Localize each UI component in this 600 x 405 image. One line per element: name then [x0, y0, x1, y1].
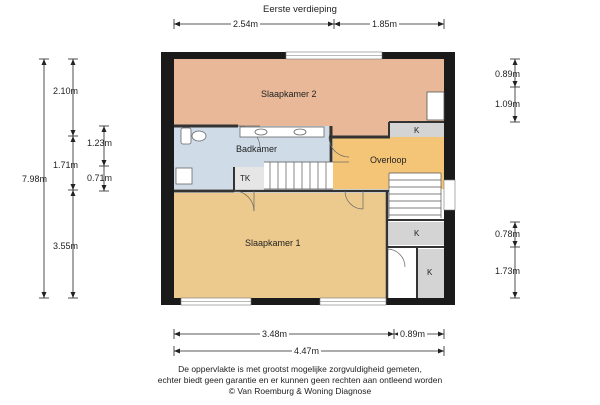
- footer-line-1: De oppervlakte is met grootst mogelijke zorgvuldigheid gemeten,: [178, 364, 422, 374]
- dim-left-total: 7.98m: [22, 174, 48, 184]
- room-label-slaapkamer2: Slaapkamer 2: [261, 89, 317, 99]
- footer-line-3: © Van Roemburg & Woning Diagnose: [228, 386, 372, 396]
- dim-top-left: 2.54m: [233, 19, 259, 29]
- stairs-area: [264, 162, 333, 193]
- storage-label-k3: K: [427, 268, 433, 277]
- room-label-badkamer: Badkamer: [236, 144, 278, 154]
- room-label-slaapkamer1: Slaapkamer 1: [245, 238, 301, 248]
- dim-right-b: 1.09m: [495, 99, 521, 109]
- dim-bottom-total: 4.47m: [294, 346, 320, 356]
- dim-right-c: 0.78m: [495, 229, 521, 239]
- floor-title: Eerste verdieping: [263, 4, 337, 15]
- window-right: [444, 180, 455, 210]
- dim-right-a: 0.89m: [495, 69, 521, 79]
- dim-inner-b: 0.71m: [87, 173, 113, 183]
- dim-left-c: 3.55m: [53, 241, 79, 251]
- room-label-overloop: Overloop: [370, 155, 407, 165]
- dim-left-a: 2.10m: [53, 86, 79, 96]
- window-right-top: [427, 92, 444, 120]
- dim-bottom-b: 0.89m: [400, 329, 426, 339]
- storage-label-k1: K: [414, 126, 420, 135]
- dim-top-right: 1.85m: [372, 19, 398, 29]
- dim-left-b: 1.71m: [53, 160, 79, 170]
- storage-label-k2: K: [414, 229, 420, 238]
- wall-right: [444, 52, 455, 305]
- dim-bottom-a: 3.48m: [262, 329, 288, 339]
- dim-inner-a: 1.23m: [87, 138, 113, 148]
- footer-line-2: echter biedt geen garantie en er kunnen geen rechten aan ontleend worden: [157, 375, 443, 385]
- room-label-tk: TK: [240, 174, 251, 183]
- wall-left: [161, 52, 174, 305]
- dim-right-d: 1.73m: [495, 266, 521, 276]
